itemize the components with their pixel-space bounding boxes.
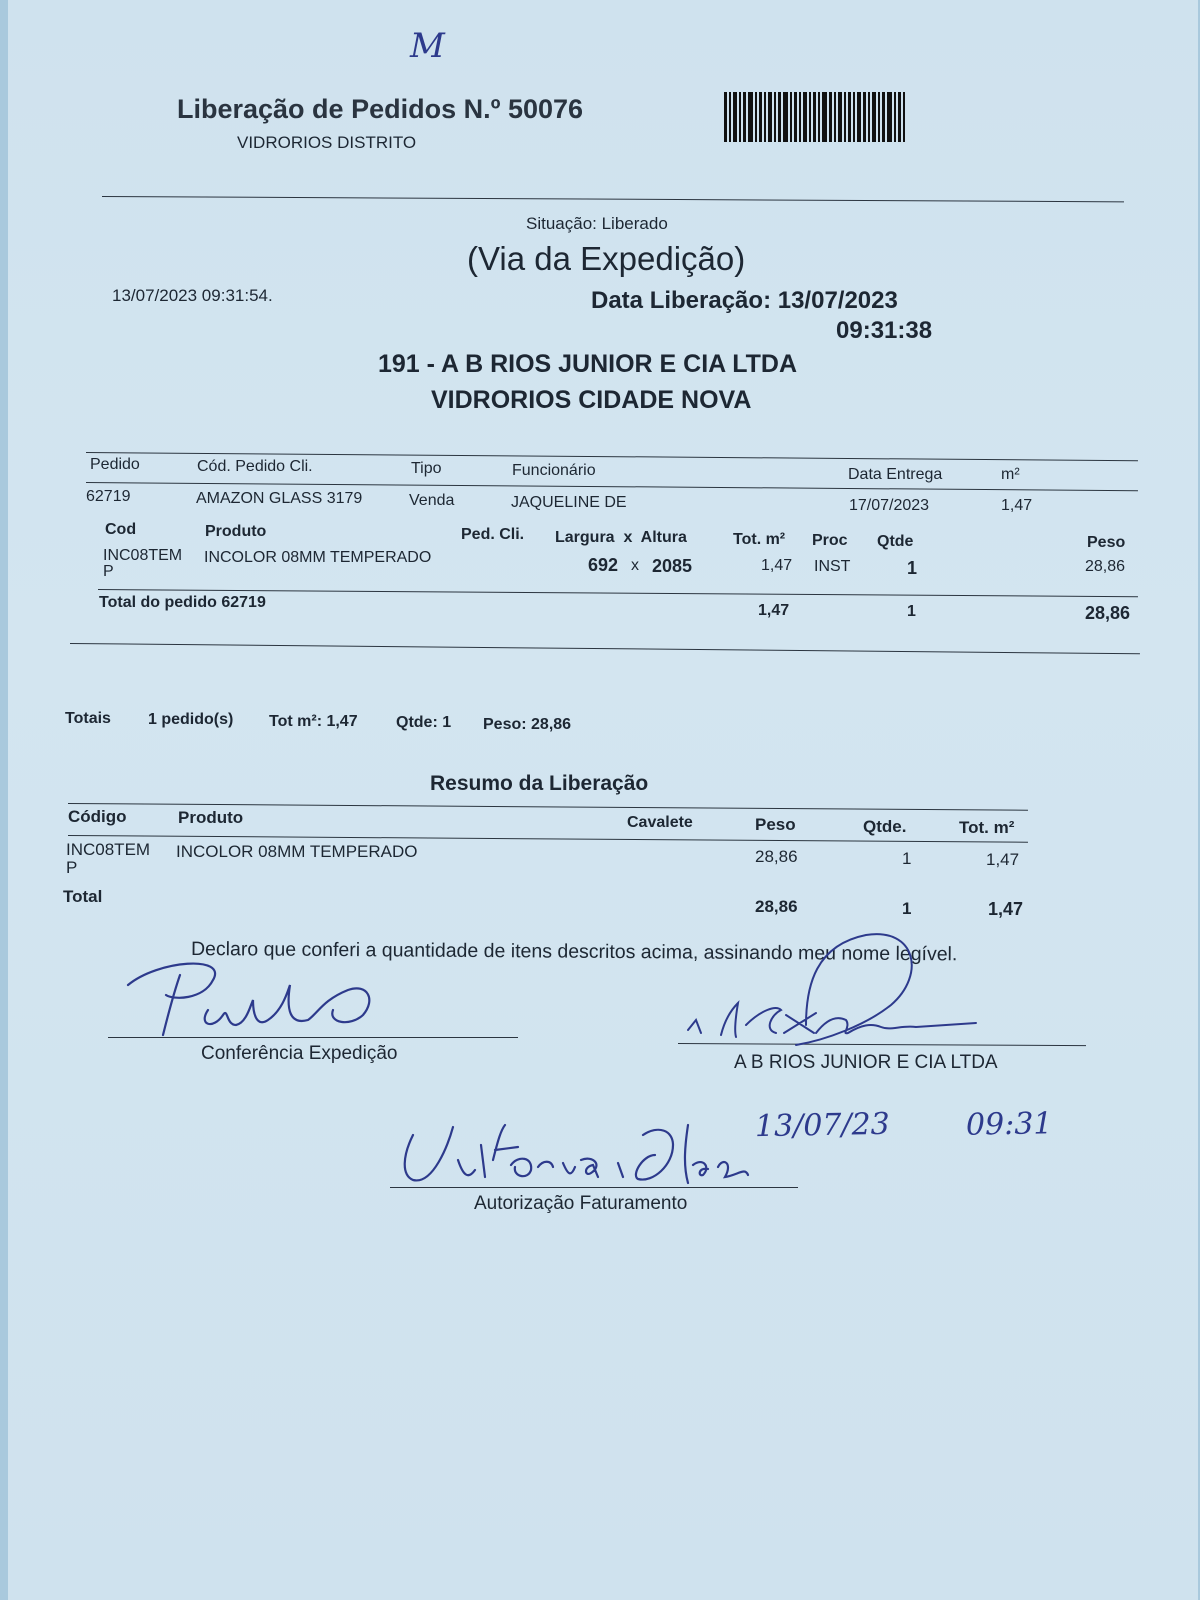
summary-col-codigo: Código: [68, 807, 127, 826]
summary-tot-m2: 1,47: [986, 850, 1020, 869]
item-proc: INST: [814, 558, 851, 575]
order-delivery-date: 17/07/2023: [849, 497, 930, 514]
summary-total-qtde: 1: [902, 899, 912, 918]
document-sheet: [8, 0, 1198, 1600]
barcode: [724, 92, 906, 142]
summary-codigo: INC08TEM: [66, 840, 151, 859]
summary-peso: 28,86: [755, 847, 798, 866]
release-time: 09:31:38: [836, 317, 933, 344]
summary-qtde: 1: [902, 849, 912, 868]
totals-peso: Peso: 28,86: [483, 716, 572, 733]
summary-col-produto: Produto: [178, 808, 244, 827]
situation-label: Situação: Liberado: [526, 214, 668, 233]
order-total-peso: 28,86: [1085, 603, 1131, 623]
summary-title: Resumo da Liberação: [430, 772, 649, 795]
order-total-qtde: 1: [907, 603, 916, 620]
col-data-entrega: Data Entrega: [848, 466, 943, 483]
item-altura: 2085: [652, 556, 693, 576]
summary-col-tot-m2: Tot. m²: [959, 818, 1015, 837]
col-m2: m²: [1001, 466, 1020, 483]
order-number: 62719: [86, 488, 131, 505]
signature-label-bottom: Autorização Faturamento: [474, 1193, 688, 1214]
handwritten-time: 09:31: [965, 1106, 1053, 1143]
signature-label-left: Conferência Expedição: [201, 1043, 398, 1064]
signature-right-drawing: [676, 915, 1056, 1065]
release-date: Data Liberação: 13/07/2023: [591, 287, 898, 314]
col-cod-pedido-cli: Cód. Pedido Cli.: [197, 458, 313, 475]
item-peso: 28,86: [1085, 558, 1126, 575]
col-largura-altura: Largura x Altura: [555, 529, 687, 546]
signature-bottom-drawing: [393, 1105, 773, 1200]
item-largura: 692: [588, 555, 619, 575]
signature-left-drawing: [118, 955, 398, 1045]
handwritten-date: 13/07/23: [754, 1106, 891, 1145]
order-section-divider: [70, 643, 1140, 654]
order-client-code: AMAZON GLASS 3179: [196, 490, 363, 507]
summary-codigo-cont: P: [66, 858, 78, 877]
client-name: 191 - A B RIOS JUNIOR E CIA LTDA: [378, 350, 798, 378]
totals-label: Totais: [65, 710, 111, 727]
totals-pedidos: 1 pedido(s): [148, 711, 234, 728]
handwritten-mark: M: [410, 26, 445, 66]
col-funcionario: Funcionário: [512, 462, 596, 479]
header-divider: [102, 196, 1124, 202]
summary-produto: INCOLOR 08MM TEMPERADO: [176, 842, 418, 861]
item-qtde: 1: [907, 558, 918, 578]
col-peso: Peso: [1087, 534, 1126, 551]
summary-total-peso: 28,86: [755, 897, 798, 916]
order-type: Venda: [409, 492, 455, 509]
totals-m2: Tot m²: 1,47: [269, 713, 358, 730]
col-cod: Cod: [105, 521, 137, 538]
signature-label-right: A B RIOS JUNIOR E CIA LTDA: [734, 1052, 998, 1073]
item-cod: INC08TEM: [103, 547, 183, 564]
order-employee: JAQUELINE DE: [511, 494, 627, 511]
item-tot-m2: 1,47: [761, 557, 793, 574]
order-total-m2: 1,47: [758, 602, 790, 619]
item-x: x: [631, 557, 639, 574]
col-qtde: Qtde: [877, 533, 914, 550]
col-tot-m2: Tot. m²: [733, 531, 786, 548]
client-branch: VIDRORIOS CIDADE NOVA: [431, 386, 752, 414]
subtitle: VIDRORIOS DISTRITO: [237, 133, 417, 152]
col-tipo: Tipo: [411, 460, 442, 477]
totals-qtde: Qtde: 1: [396, 714, 452, 731]
col-ped-cli: Ped. Cli.: [461, 526, 525, 543]
declaration-text: Declaro que conferi a quantidade de itens descritos acima, assinando meu nome legível.: [190, 938, 958, 966]
order-m2: 1,47: [1001, 497, 1033, 514]
col-pedido: Pedido: [90, 456, 140, 473]
summary-col-peso: Peso: [755, 815, 796, 834]
summary-col-cavalete: Cavalete: [627, 814, 693, 831]
col-proc: Proc: [812, 532, 848, 549]
printed-timestamp: 13/07/2023 09:31:54.: [112, 286, 273, 305]
order-total-label: Total do pedido 62719: [99, 594, 266, 611]
summary-total-m2: 1,47: [988, 899, 1024, 919]
item-produto: INCOLOR 08MM TEMPERADO: [204, 549, 432, 566]
item-cod-cont: P: [103, 563, 114, 580]
summary-total-label: Total: [63, 887, 103, 906]
page-title: Liberação de Pedidos N.º 50076: [177, 94, 584, 124]
copy-label: (Via da Expedição): [467, 240, 746, 277]
col-produto: Produto: [205, 523, 267, 540]
summary-col-qtde: Qtde.: [863, 817, 907, 836]
